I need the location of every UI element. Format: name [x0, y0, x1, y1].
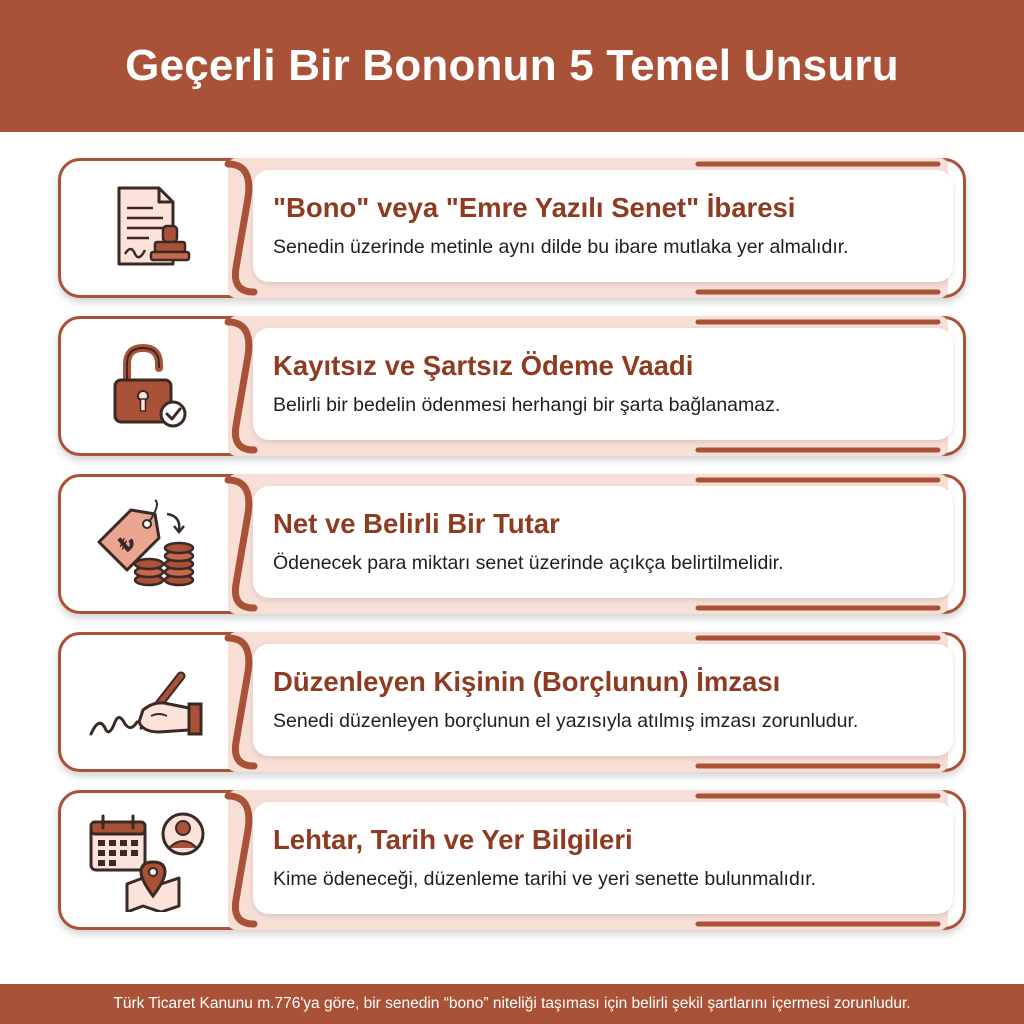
- item-card: [253, 328, 953, 440]
- item-card: [253, 486, 953, 598]
- item-title: Lehtar, Tarih ve Yer Bilgileri: [273, 824, 633, 855]
- document-stamp-icon: [68, 170, 226, 286]
- svg-text:₺: ₺: [113, 529, 142, 559]
- calendar-person-location-icon: [68, 802, 226, 918]
- item-card: [253, 644, 953, 756]
- item-description: Senedi düzenleyen borçlunun el yazısıyla atılmış imzası zorunludur.: [273, 710, 859, 732]
- item-description: Belirli bir bedelin ödenmesi herhangi bir şarta bağlanamaz.: [273, 394, 781, 416]
- list-item-imza: [58, 632, 966, 772]
- page-title: Geçerli Bir Bononun 5 Temel Unsuru: [125, 41, 899, 90]
- item-title: Net ve Belirli Bir Tutar: [273, 508, 560, 539]
- item-card: [253, 802, 953, 914]
- list-item-odeme-vaadi: [58, 316, 966, 456]
- item-description: Senedin üzerinde metinle aynı dilde bu ibare mutlaka yer almalıdır.: [273, 236, 849, 258]
- footer-text: Türk Ticaret Kanunu m.776'ya göre, bir senedin “bono” niteliği taşıması için belirli şekil şartlarını içermesi zorunludur.: [113, 995, 911, 1012]
- list-item-bono-ibaresi: [58, 158, 966, 298]
- item-card: [253, 170, 953, 282]
- item-title: Kayıtsız ve Şartsız Ödeme Vaadi: [273, 350, 694, 381]
- padlock-check-icon: [68, 328, 226, 444]
- footer-note: [0, 984, 1024, 1024]
- item-description: Ödenecek para miktarı senet üzerinde açıkça belirtilmelidir.: [273, 552, 784, 574]
- header-banner: [0, 0, 1024, 132]
- hand-signature-icon: [68, 644, 226, 760]
- item-description: Kime ödeneceği, düzenleme tarihi ve yeri senette bulunmalıdır.: [273, 868, 817, 890]
- lira-tag-coins-icon: [68, 486, 226, 602]
- list-item-tutar: [58, 474, 966, 614]
- list-item-lehtar-tarih-yer: [58, 790, 966, 930]
- item-title: "Bono" veya "Emre Yazılı Senet" İbaresi: [273, 192, 796, 223]
- item-title: Düzenleyen Kişinin (Borçlunun) İmzası: [273, 666, 781, 697]
